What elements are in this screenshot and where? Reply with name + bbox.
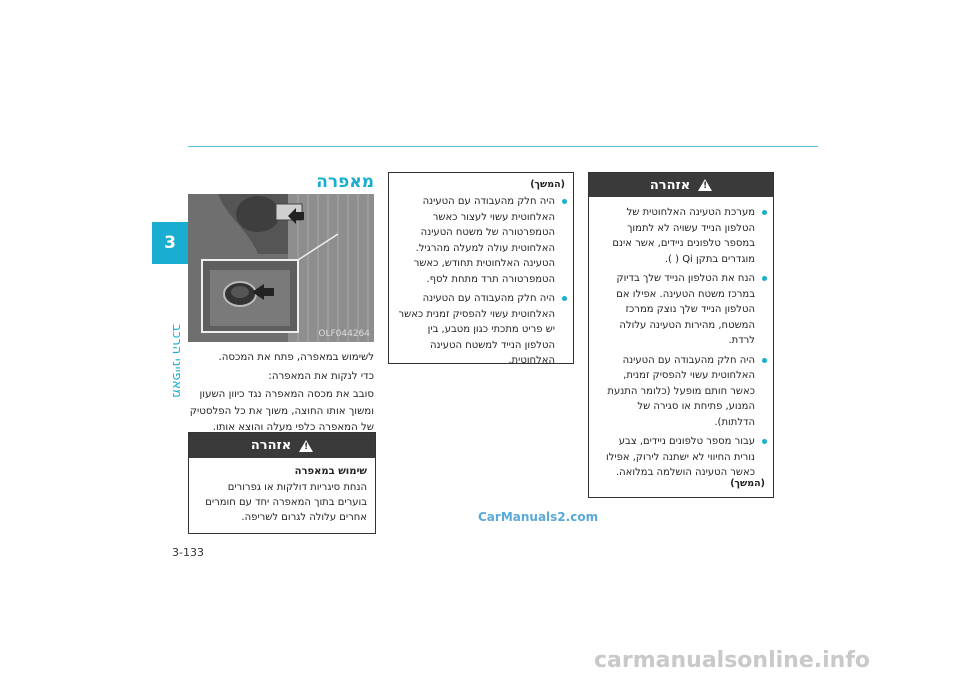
watermark-large: carmanualsonline.info bbox=[594, 648, 870, 673]
warning-triangle-icon: ! bbox=[698, 179, 712, 191]
header-rule bbox=[188, 146, 818, 147]
warning-bullet: עבור מספר טלפונים ניידים, צבע נורית החיווי לא ישתנה לירוק, אפילו כאשר הטעינה הושלמה במלואה. bbox=[589, 434, 773, 481]
notice-bullet: היה חלק מהעבודה עם הטעינה האלחוטית עשוי להפסיק זמנית כאשר יש פריט מתכתי כגון מטבע, בין הטלפון הנייד למשטח הטעינה האלחוטית. bbox=[389, 291, 573, 369]
bullet-dot-icon bbox=[762, 276, 767, 281]
warning-label: אזהרה bbox=[649, 177, 691, 193]
bullet-dot-icon bbox=[562, 199, 567, 204]
warning-bullet: היה חלק מהעבודה עם הטעינה האלחוטית עשוי להפסיק זמנית, כאשר חותם מופעל (כלומר התנעת המנוע, פתיחת או סגירה של הדלתות). bbox=[589, 353, 773, 431]
watermark-small: CarManuals2.com bbox=[478, 510, 599, 524]
page-number: 3-133 bbox=[172, 546, 204, 559]
photo-code: OLF044264 bbox=[318, 329, 370, 339]
warning-bullet: מערכת הטעינה האלחוטית של הטלפון הנייד עשויה לא לתמוך במספר טלפונים ניידים, אשר אינם מוגדרים בתקן Qi ( ). bbox=[589, 205, 773, 267]
warning-triangle-icon: ! bbox=[299, 440, 313, 452]
ashtray-instructions bbox=[188, 350, 374, 439]
bullet-dot-icon bbox=[762, 210, 767, 215]
chapter-tab: 3 bbox=[152, 222, 188, 264]
bullet-dot-icon bbox=[762, 439, 767, 444]
warning-text: הנחת סיגריות דולקות או גפרורים בוערים בתוך המאפרה יחד עם חומרים אחרים עלולה לגרום לשריפה. bbox=[205, 482, 367, 523]
instruction-open: לשימוש במאפרה, פתח את המכסה. bbox=[218, 352, 374, 363]
warning-header bbox=[189, 433, 375, 458]
ashtray-photo bbox=[188, 194, 374, 342]
warning-title: שימוש במאפרה bbox=[294, 466, 367, 477]
continued-label-bottom: (המשך) bbox=[730, 478, 765, 489]
instruction-clean-heading: כדי לנקות את המאפרה: bbox=[268, 370, 374, 382]
warning-label: אזהרה bbox=[250, 438, 292, 453]
ashtray-warning-box bbox=[188, 432, 376, 534]
instruction-clean-steps: סובב את מכסה המאפרה נגד כיוון השעון ומשוך אותו החוצה, משוך את כל הפלסטיק של המאפרה כלפי מעלה והוצא אותו. bbox=[189, 389, 374, 433]
section-title: מאפרה bbox=[316, 172, 374, 192]
chapter-side-label: מאפייני הרכב bbox=[169, 324, 184, 398]
ashtray-illustration bbox=[188, 194, 374, 342]
notice-bullet: היה חלק מהעבודה עם הטעינה האלחוטית עשוי לעצור כאשר הטמפרטורה של משטח הטעינה האלחוטית עולה למעלה מהרגיל. הטעינה האלחוטית תחודש, כאשר הטמפרטורה תרד מתחת לסף. bbox=[389, 194, 573, 287]
wireless-charging-notice-box bbox=[388, 172, 574, 364]
bullet-dot-icon bbox=[762, 358, 767, 363]
bullet-dot-icon bbox=[562, 296, 567, 301]
warning-bullet: הנח את הטלפון הנייד שלך בדיוק במרכז משטח הטעינה. אפילו אם הטלפון הנייד שלך נוצק ממרכז המשטח, מהירות הטעינה עלולה לרדת. bbox=[589, 271, 773, 349]
continued-label-top: (המשך) bbox=[530, 179, 565, 190]
warning-header bbox=[589, 173, 773, 197]
wireless-charging-warning-box bbox=[588, 172, 774, 498]
